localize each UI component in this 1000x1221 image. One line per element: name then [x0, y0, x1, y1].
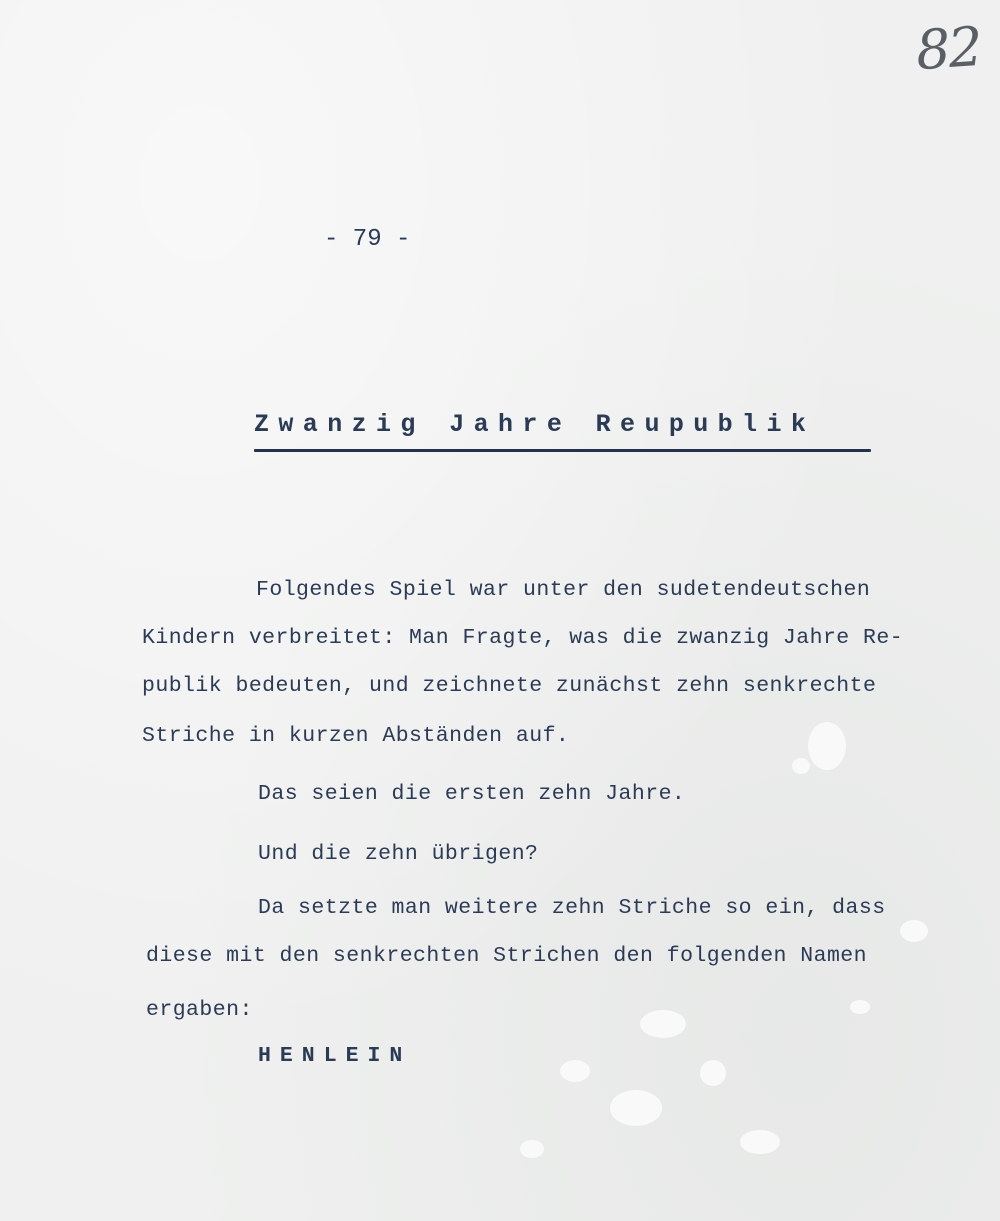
paper-speck [850, 1000, 870, 1014]
paper-speck [640, 1010, 686, 1038]
body-line: Folgendes Spiel war unter den sudetendeutschen [256, 578, 871, 602]
document-title: Zwanzig Jahre Reupublik [254, 410, 816, 439]
paper-speck [740, 1130, 780, 1154]
paper-speck [520, 1140, 544, 1158]
paper-speck [560, 1060, 590, 1082]
body-line: ergaben: [146, 998, 253, 1022]
title-underline [254, 449, 871, 452]
body-line: Kindern verbreitet: Man Fragte, was die zwanzig Jahre Re- [142, 626, 904, 650]
body-line: Das seien die ersten zehn Jahre. [258, 782, 686, 806]
page-number: - 79 - [324, 226, 411, 253]
body-line: Striche in kurzen Abständen auf. [142, 724, 570, 748]
paper-speck [900, 920, 928, 942]
paper-speck [700, 1060, 726, 1086]
body-line: Und die zehn übrigen? [258, 842, 539, 866]
body-line: Da setzte man weitere zehn Striche so ein, dass [258, 896, 886, 920]
paper-speck [792, 758, 810, 774]
body-line: publik bedeuten, und zeichnete zunächst zehn senkrechte [142, 674, 877, 698]
handwritten-folio-number: 82 [913, 14, 983, 83]
paper-speck [808, 722, 846, 770]
body-line-name: HENLEIN [258, 1044, 412, 1068]
body-line: diese mit den senkrechten Strichen den folgenden Namen [146, 944, 868, 968]
paper-speck [610, 1090, 662, 1126]
